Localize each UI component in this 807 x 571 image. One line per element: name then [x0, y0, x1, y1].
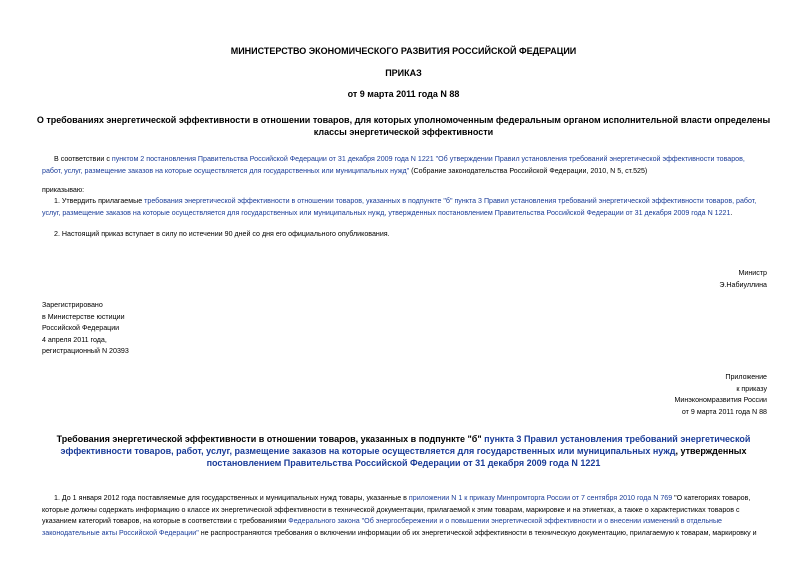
title-line-1: О требованиях энергетической эффективности в отношении товаров, для которых уполномоченным федеральным органом исполнительной власти определены: [36, 115, 771, 125]
body-text: "О категориях товаров,: [672, 494, 751, 502]
preamble-text: В соответствии с: [54, 155, 112, 163]
appendix-block: [675, 372, 767, 418]
signature-name: Э.Набиуллина: [719, 281, 767, 289]
req-title-text-2: , утвержденных: [675, 446, 747, 456]
item-1-link-cont[interactable]: услуг, размещение заказов на которые осуществляется для государственных или муниципальных нужд, утвержденных постановлением Правительства Российской Федерации от 31 декабря 2009 года N 1221: [42, 208, 731, 217]
body-text: не распространяются требования о включении информации об их энергетической эффективности в техническую документацию, прилагаемую к товарам, маркировку и: [198, 528, 757, 537]
signature-role: Министр: [738, 269, 767, 277]
appendix-line: к приказу: [736, 384, 767, 393]
registration-line: регистрационный N 20393: [42, 347, 129, 355]
document-title: [0, 114, 807, 138]
registration-block: [42, 300, 129, 358]
item-2: 2. Настоящий приказ вступает в силу по истечении 90 дней со дня его официального опубликования.: [54, 230, 390, 238]
body-text: которые должны содержать информацию о классе их энергетической эффективности в технической документации, прилагаемой к этим товарам, маркировке и на этикетках, а также о характеристиках товаров с: [42, 505, 740, 514]
item-1: [42, 196, 772, 219]
registration-line: 4 апреля 2011 года,: [42, 335, 107, 344]
req-title-text: Требования энергетической эффективности в отношении товаров, указанных в подпункте "б": [56, 434, 485, 444]
registration-line: Зарегистрировано: [42, 301, 103, 309]
preamble-link-cont[interactable]: работ, услуг, размещение заказов на которые осуществляется для государственных или муниципальных нужд": [42, 166, 410, 175]
preamble-source: (Собрание законодательства Российской Федерации, 2010, N 5, ст.525): [409, 166, 648, 175]
req-title-link-cont[interactable]: эффективности товаров, работ, услуг, размещение заказов на которые осуществляется для государственных или муниципальных нужд: [60, 446, 676, 456]
preamble: [42, 154, 772, 177]
registration-line: в Министерстве юстиции: [42, 312, 125, 321]
appendix-line: Минэкономразвития России: [674, 396, 767, 404]
appendix-line: Приложение: [725, 373, 767, 381]
ministry-header: МИНИСТЕРСТВО ЭКОНОМИЧЕСКОГО РАЗВИТИЯ РОССИЙСКОЙ ФЕДЕРАЦИИ: [230, 46, 577, 56]
item-1-end: .: [730, 208, 733, 217]
orders-word: приказываю:: [42, 186, 85, 194]
registration-line: Российской Федерации: [42, 324, 120, 332]
document-date: от 9 марта 2011 года N 88: [347, 89, 460, 99]
req-title-link-decree[interactable]: постановлением Правительства Российской Федерации от 31 декабря 2009 года N 1221: [206, 458, 601, 468]
item-1-link[interactable]: требования энергетической эффективности в отношении товаров, указанных в подпункте "б" пункта 3 Правил установления требований энергетической эффективности товаров, работ,: [144, 197, 757, 205]
body-paragraph: [42, 493, 772, 539]
body-link-order[interactable]: приложении N 1 к приказу Минпромторга России от 7 сентября 2010 года N 769: [408, 494, 673, 502]
req-title-link[interactable]: пункта 3 Правил установления требований энергетической: [484, 434, 751, 444]
requirements-title: [0, 433, 807, 469]
body-link-law-cont[interactable]: законодательные акты Российской Федерации": [42, 528, 199, 537]
title-line-2: классы энергетической эффективности: [313, 127, 494, 137]
item-1-text: 1. Утвердить прилагаемые: [54, 197, 145, 205]
body-text: 1. До 1 января 2012 года поставляемые для государственных и муниципальных нужд товары, указанные в: [54, 494, 409, 502]
document-type: ПРИКАЗ: [385, 68, 422, 78]
body-text: указанием категорий товаров, на которые в соответствии с требованиями: [42, 517, 289, 525]
preamble-link[interactable]: пунктом 2 постановления Правительства Российской Федерации от 31 декабря 2009 года N 1221 "Об утверждении Правил установления требований энергетической эффективности товаров,: [111, 155, 745, 163]
body-link-law[interactable]: Федерального закона "Об энергосбережении и о повышении энергетической эффективности и о внесении изменений в отдельные: [288, 517, 722, 525]
appendix-line: от 9 марта 2011 года N 88: [681, 407, 767, 416]
